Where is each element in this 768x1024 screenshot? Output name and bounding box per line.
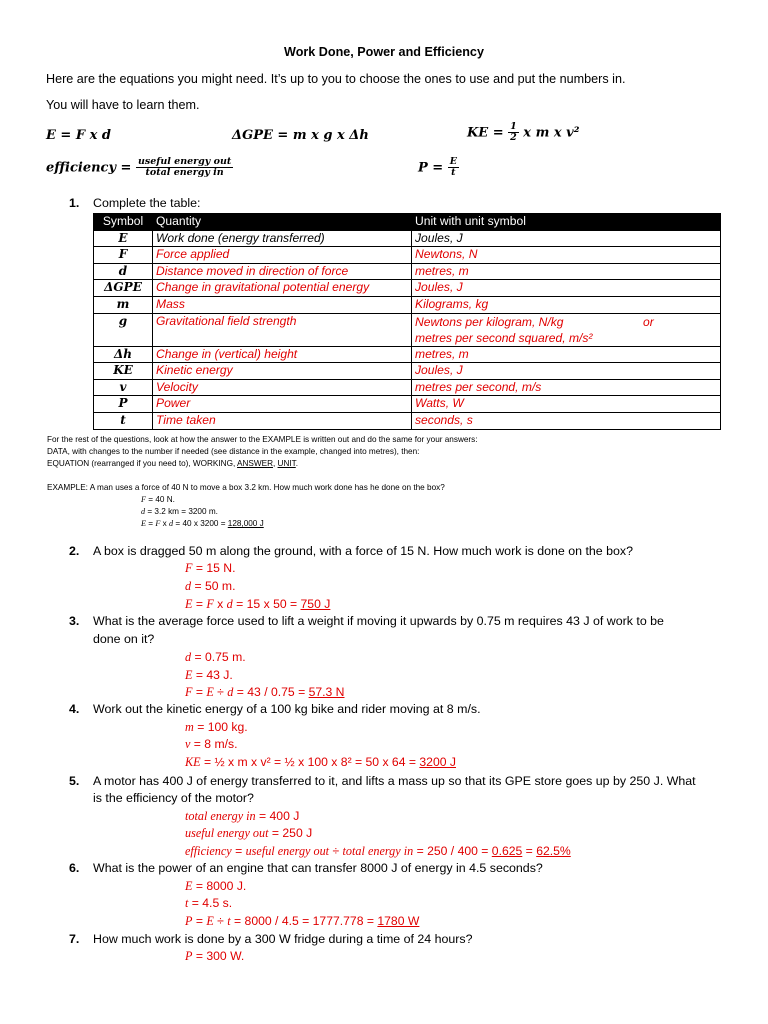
answer-text: = 8 m/s. xyxy=(190,737,238,751)
answer-var: efficiency xyxy=(185,844,232,858)
answer-var: F xyxy=(185,685,193,699)
row-symbol: v xyxy=(94,379,153,396)
ke-fraction-num: 1 xyxy=(510,121,517,132)
answer-var: F xyxy=(185,561,193,575)
header-unit: Unit with unit symbol xyxy=(412,214,721,231)
question-2-number: 2. xyxy=(69,544,80,558)
row-quantity: Change in (vertical) height xyxy=(153,346,412,363)
question-7-text: How much work is done by a 300 W fridge during a time of 24 hours? xyxy=(93,932,473,946)
answer-var: d xyxy=(227,685,234,699)
example-var: E xyxy=(141,519,147,528)
q3-answer-line-2 xyxy=(185,668,233,683)
answer-var: F xyxy=(206,597,214,611)
row-symbol: d xyxy=(94,263,153,280)
q5-answer-line-1 xyxy=(185,809,299,824)
row-unit: metres, m xyxy=(412,263,721,280)
row-quantity: Power xyxy=(153,396,412,413)
answer-var: E xyxy=(206,914,214,928)
q2-answer-line-3 xyxy=(185,597,330,612)
answer-text: = 100 kg. xyxy=(193,720,248,734)
table-row xyxy=(94,396,721,413)
answer-var: v xyxy=(185,737,191,751)
question-3-text-line-1: What is the average force used to lift a weight if moving it upwards by 0.75 m requires 43 J of work to be xyxy=(93,614,664,628)
answer-var: KE xyxy=(185,755,201,769)
answer-text: = 250 J xyxy=(268,826,313,840)
q5-answer-line-2 xyxy=(185,826,312,841)
question-5-number: 5. xyxy=(69,774,80,788)
answer-text: = 43 / 0.75 = xyxy=(233,685,309,699)
answer-text: = xyxy=(192,685,207,699)
intro-line-2: You will have to learn them. xyxy=(46,98,200,112)
table-row xyxy=(94,412,721,429)
row-unit-or: or xyxy=(643,314,654,329)
answer-text: = xyxy=(522,844,537,858)
row-quantity: Change in gravitational potential energy xyxy=(153,280,412,297)
row-symbol: t xyxy=(94,412,153,429)
row-unit: Joules, J xyxy=(412,280,721,297)
answer-var: total energy in xyxy=(342,844,414,858)
ke-left: KE = xyxy=(467,125,509,141)
row-unit: seconds, s xyxy=(412,412,721,429)
row-symbol: Δh xyxy=(94,346,153,363)
answer-text: = 0.75 m. xyxy=(191,650,246,664)
answer-var: P xyxy=(185,949,193,963)
example-text: = 40 N. xyxy=(146,495,175,504)
example-var: F xyxy=(155,519,161,528)
instructions-answer-word: ANSWER xyxy=(237,459,273,468)
question-4-text: Work out the kinetic energy of a 100 kg bike and rider moving at 8 m/s. xyxy=(93,702,481,716)
question-4-number: 4. xyxy=(69,702,80,716)
answer-final: 750 J xyxy=(300,597,331,611)
answer-var: E xyxy=(185,668,193,682)
table-row xyxy=(94,280,721,297)
answer-final: 57.3 N xyxy=(308,685,345,699)
answer-var: m xyxy=(185,720,194,734)
row-unit-line-2: metres per second squared, m/s² xyxy=(415,330,593,345)
answer-text: = 400 J xyxy=(255,809,300,823)
example-question: EXAMPLE: A man uses a force of 40 N to move a box 3.2 km. How much work done has he done on the box? xyxy=(47,483,445,492)
example-var: F xyxy=(141,495,147,504)
example-var: d xyxy=(169,519,174,528)
answer-text: ÷ xyxy=(213,914,228,928)
question-1-number: 1. xyxy=(69,196,80,210)
instructions-line-3 xyxy=(47,459,298,468)
gpe-equation: ΔGPE = m x g x Δh xyxy=(232,128,369,143)
efficiency-fraction-den: total energy in xyxy=(145,167,224,179)
answer-text: = ½ x m x v² = ½ x 100 x 8² = 50 x 64 = xyxy=(200,755,420,769)
table-header-row xyxy=(94,214,721,231)
question-6-number: 6. xyxy=(69,861,80,875)
question-5-text-line-2: is the efficiency of the motor? xyxy=(93,791,254,805)
table-row xyxy=(94,296,721,313)
question-3-number: 3. xyxy=(69,614,80,628)
answer-text: = 50 m. xyxy=(191,579,236,593)
row-symbol: KE xyxy=(94,363,153,380)
table-row xyxy=(94,230,721,247)
answer-var: t xyxy=(227,914,231,928)
instructions-unit-word: UNIT xyxy=(277,459,296,468)
answer-var: useful energy out xyxy=(245,844,330,858)
question-3-text-line-2: done on it? xyxy=(93,632,155,646)
table-row xyxy=(94,346,721,363)
header-quantity: Quantity xyxy=(153,214,412,231)
row-quantity: Time taken xyxy=(153,412,412,429)
ke-equation xyxy=(467,122,579,144)
quantity-table xyxy=(93,213,721,430)
instructions-line-3-c: . xyxy=(295,459,299,468)
answer-var: d xyxy=(185,650,192,664)
answer-var: useful energy out xyxy=(185,826,269,840)
answer-text: = xyxy=(231,844,246,858)
answer-text: = 43 J. xyxy=(192,668,233,682)
answer-var: E xyxy=(185,597,193,611)
q3-answer-line-3 xyxy=(185,685,345,700)
instructions-line-2: DATA, with changes to the number if needed (see distance in the example, changed into metres), then: xyxy=(47,447,420,456)
answer-var: d xyxy=(226,597,233,611)
answer-text: ÷ xyxy=(329,844,343,858)
q6-answer-line-3 xyxy=(185,914,419,929)
answer-final: 62.5% xyxy=(536,844,571,858)
example-text: = xyxy=(146,519,156,528)
row-quantity: Velocity xyxy=(153,379,412,396)
question-6-text: What is the power of an engine that can transfer 8000 J of energy in 4.5 seconds? xyxy=(93,861,543,875)
answer-var: E xyxy=(206,685,214,699)
example-text: = 3.2 km = 3200 m. xyxy=(145,507,218,516)
question-1-text: Complete the table: xyxy=(93,196,201,210)
example-answer: 128,000 J xyxy=(227,519,264,528)
efficiency-equation xyxy=(46,157,233,179)
answer-var: E xyxy=(185,879,193,893)
row-quantity: Work done (energy transferred) xyxy=(153,230,412,247)
example-text: = 40 x 3200 = xyxy=(173,519,228,528)
q7-answer-line-1 xyxy=(185,949,244,964)
q2-answer-line-2 xyxy=(185,579,235,594)
instructions-line-3-b: , xyxy=(272,459,278,468)
efficiency-left: efficiency = xyxy=(46,160,136,176)
answer-text: = 4.5 s. xyxy=(188,896,233,910)
answer-text: = xyxy=(192,597,207,611)
row-unit: Joules, J xyxy=(412,363,721,380)
ke-fraction xyxy=(508,122,519,144)
instructions-line-1: For the rest of the questions, look at how the answer to the EXAMPLE is written out and do the same for your answers: xyxy=(47,435,478,444)
row-unit xyxy=(412,313,721,346)
answer-text: = 250 / 400 = xyxy=(413,844,492,858)
question-7-number: 7. xyxy=(69,932,80,946)
row-symbol: ΔGPE xyxy=(94,280,153,297)
q4-answer-line-3 xyxy=(185,755,456,770)
power-fraction xyxy=(448,157,459,179)
answer-text: = 15 N. xyxy=(192,561,236,575)
ke-fraction-den: 2 xyxy=(510,132,517,144)
row-symbol: F xyxy=(94,247,153,264)
answer-text: = 300 W. xyxy=(192,949,245,963)
example-line-2 xyxy=(141,507,218,516)
answer-var: P xyxy=(185,914,193,928)
power-fraction-den: t xyxy=(451,167,456,179)
answer-text: ÷ xyxy=(213,685,228,699)
page-title: Work Done, Power and Efficiency xyxy=(284,45,484,59)
row-unit: metres, m xyxy=(412,346,721,363)
row-quantity: Gravitational field strength xyxy=(153,313,412,346)
row-quantity: Mass xyxy=(153,296,412,313)
ke-right: x m x v² xyxy=(518,125,580,141)
power-equation xyxy=(418,157,459,179)
question-2-text: A box is dragged 50 m along the ground, with a force of 15 N. How much work is done on the box? xyxy=(93,544,633,558)
table-row xyxy=(94,379,721,396)
example-line-3 xyxy=(141,519,264,528)
q2-answer-line-1 xyxy=(185,561,235,576)
answer-final: 1780 W xyxy=(377,914,420,928)
answer-var: t xyxy=(185,896,189,910)
example-line-1 xyxy=(141,495,175,504)
instructions-line-3-a: EQUATION (rearranged if you need to), WORKING, xyxy=(47,459,238,468)
row-symbol: E xyxy=(94,230,153,247)
answer-text: = 8000 / 4.5 = 1777.778 = xyxy=(230,914,378,928)
row-unit: Joules, J xyxy=(412,230,721,247)
row-quantity: Force applied xyxy=(153,247,412,264)
example-text: x xyxy=(160,519,170,528)
answer-final: 0.625 xyxy=(491,844,523,858)
power-fraction-num: E xyxy=(449,156,457,167)
table-row xyxy=(94,247,721,264)
header-symbol: Symbol xyxy=(94,214,153,231)
row-symbol: m xyxy=(94,296,153,313)
answer-final: 3200 J xyxy=(419,755,456,769)
row-symbol: P xyxy=(94,396,153,413)
question-5-text-line-1: A motor has 400 J of energy transferred to it, and lifts a mass up so that its GPE store goes up by 250 J. What xyxy=(93,774,696,788)
row-quantity: Distance moved in direction of force xyxy=(153,263,412,280)
q6-answer-line-2 xyxy=(185,896,232,911)
efficiency-fraction-num: useful energy out xyxy=(137,156,232,167)
answer-text: x xyxy=(213,597,227,611)
q5-answer-line-3 xyxy=(185,844,571,859)
row-unit: Kilograms, kg xyxy=(412,296,721,313)
answer-text: = xyxy=(192,914,207,928)
work-equation: E = F x d xyxy=(46,128,111,143)
row-unit: Newtons, N xyxy=(412,247,721,264)
intro-line-1: Here are the equations you might need. It’s up to you to choose the ones to use and put the numbers in. xyxy=(46,72,626,86)
table-row xyxy=(94,313,721,346)
row-unit: Watts, W xyxy=(412,396,721,413)
answer-text: = 8000 J. xyxy=(192,879,247,893)
row-quantity: Kinetic energy xyxy=(153,363,412,380)
table-row xyxy=(94,263,721,280)
q4-answer-line-1 xyxy=(185,720,248,735)
q3-answer-line-1 xyxy=(185,650,246,665)
table-row xyxy=(94,363,721,380)
row-unit: metres per second, m/s xyxy=(412,379,721,396)
answer-var: d xyxy=(185,579,192,593)
q6-answer-line-1 xyxy=(185,879,246,894)
answer-text: = 15 x 50 = xyxy=(232,597,301,611)
example-var: d xyxy=(141,507,146,516)
q4-answer-line-2 xyxy=(185,737,238,752)
efficiency-fraction xyxy=(136,157,233,179)
row-symbol: g xyxy=(94,313,153,346)
answer-var: total energy in xyxy=(185,809,256,823)
power-left: P = xyxy=(418,160,448,176)
row-unit-line-1: Newtons per kilogram, N/kg xyxy=(415,314,564,329)
